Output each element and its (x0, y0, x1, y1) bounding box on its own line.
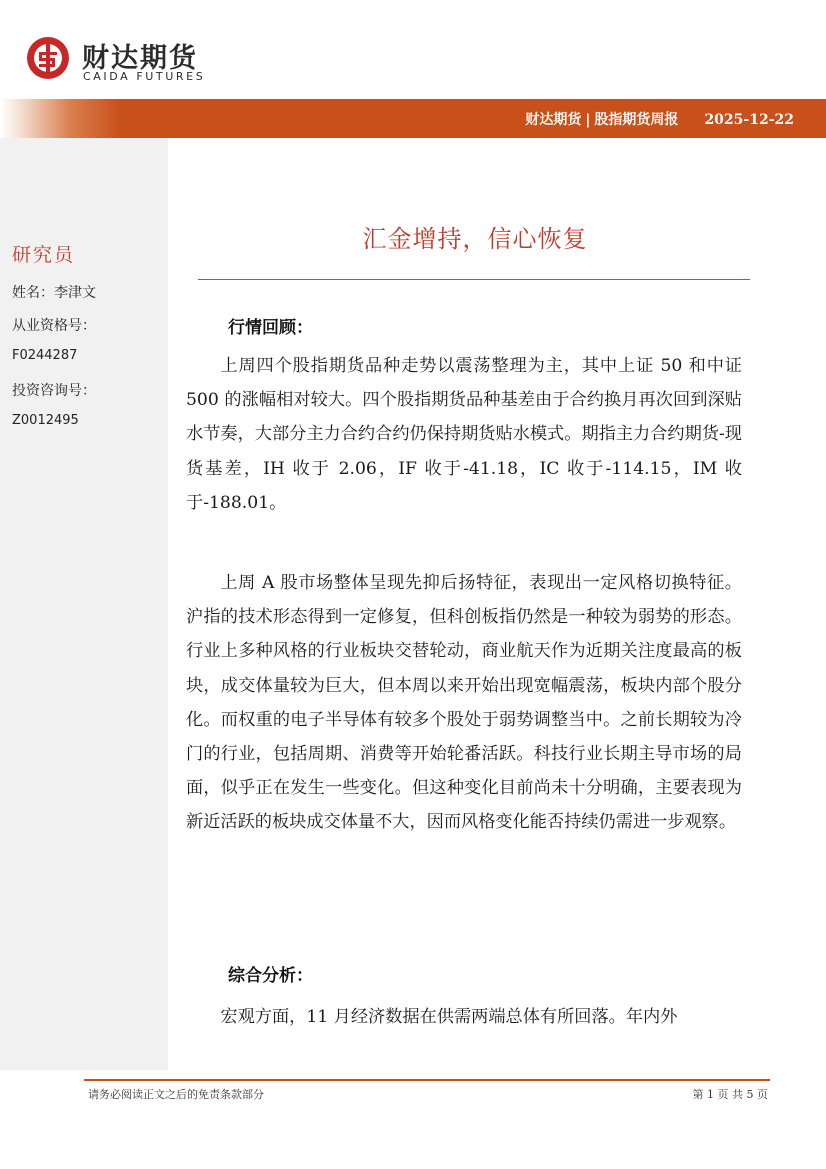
researcher-name: 姓名：李津文 (12, 285, 96, 301)
report-title: 汇金增持，信心恢复 (362, 225, 588, 253)
consult-label: 投资咨询号： (12, 383, 96, 399)
logo-english-name: CAIDA FUTURES (83, 70, 206, 83)
banner-company: 财达期货 (525, 112, 582, 128)
sidebar (0, 138, 168, 1070)
logo-chinese-name: 财达期货 (82, 43, 198, 74)
paragraph-analysis-1: 宏观方面，11 月经济数据在供需两端总体有所回落。年内外 (220, 1007, 678, 1027)
paragraph-market-review-2: 上周 A 股市场整体呈现先抑后扬特征，表现出一定风格切换特征。沪指的技术形态得到一定修复，但科创板指仍然是一种较为弱势的形态。行业上多种风格的行业板块交替轮动，商业航天作为近期关注度最高的板块，成交体量较为巨大，但本周以来开始出现宽幅震荡，板块内部个股分化。而权重的电子半导体有较多个股处于弱势调整当中。之前长期较为冷门的行业，包括周期、消费等开始轮番活跃。科技行业长期主导市场的局面，似乎正在发生一些变化。但这种变化目前尚未十分明确，主要表现为新近活跃的板块成交体量不大，因而风格变化能否持续仍需进一步观察。 (186, 573, 742, 833)
section-heading-market-review: 行情回顾： (228, 318, 313, 338)
page-number: 第 1 页 共 5 页 (692, 1088, 768, 1101)
qualification-label: 从业资格号： (12, 318, 96, 334)
report-date: 2025-12-22 (704, 112, 794, 128)
footer-disclaimer: 请务必阅读正文之后的免责条款部分 (88, 1088, 264, 1101)
paragraph-market-review-1: 上周四个股指期货品种走势以震荡整理为主，其中上证 50 和中证 500 的涨幅相对较大。四个股指期货品种基差由于合约换月再次回到深贴水节奏，大部分主力合约合约仍保持期货贴水模式。期指主力合约期货-现货基差，IH 收于 2.06，IF 收于-41.18，IC 收于-114.15，IM 收于-188.01。 (186, 356, 742, 513)
banner-separator: | (585, 112, 591, 128)
researcher-heading: 研究员 (12, 244, 76, 266)
section-heading-analysis: 综合分析： (228, 966, 313, 986)
banner-report-type: 股指期货周报 (594, 112, 679, 128)
qualification-number: F0244287 (12, 348, 78, 363)
banner-text (525, 109, 794, 129)
footer-divider (84, 1079, 770, 1081)
consult-number: Z0012495 (12, 413, 79, 428)
title-divider (198, 279, 750, 280)
header-banner (0, 99, 826, 138)
caida-logo-icon (26, 36, 70, 80)
